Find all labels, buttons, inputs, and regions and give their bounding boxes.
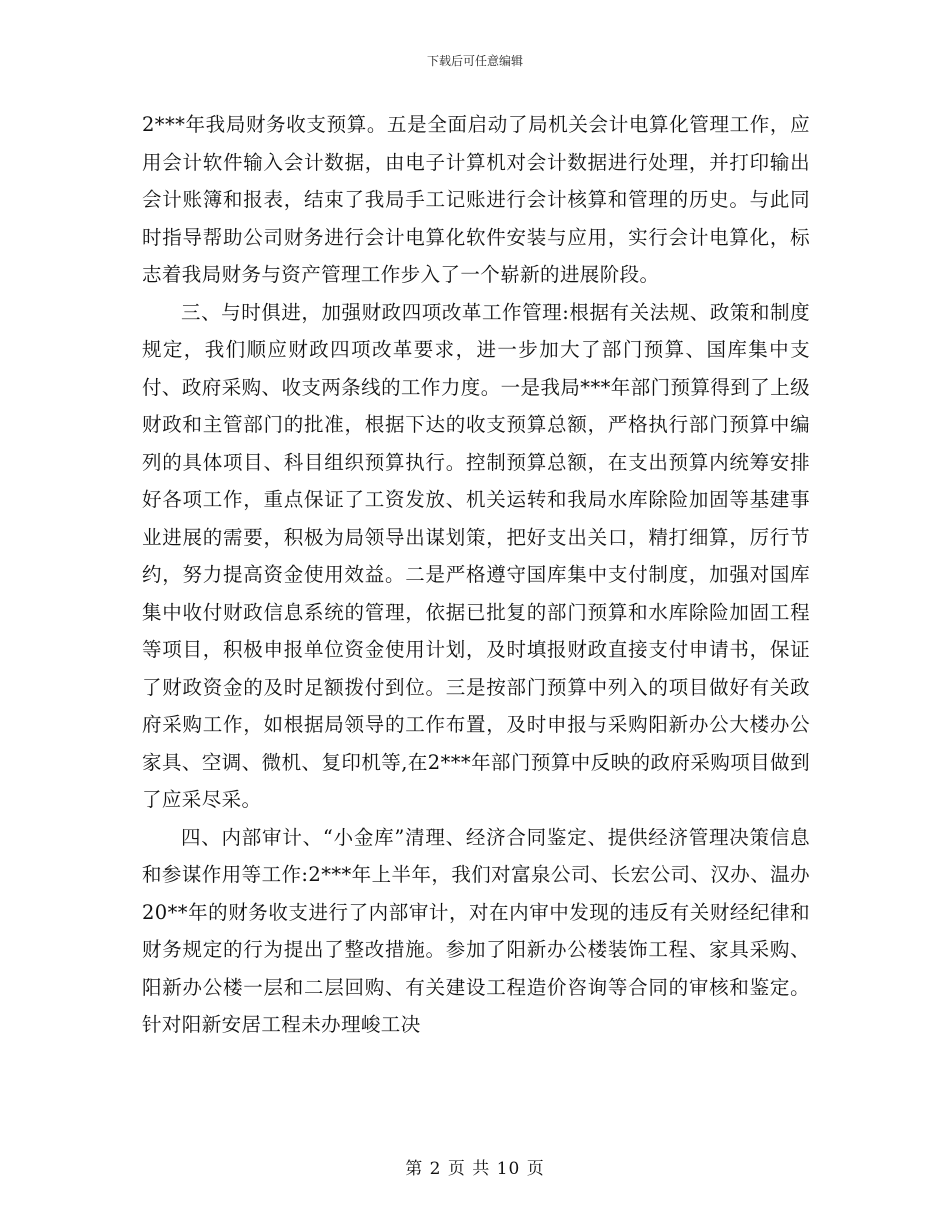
document-body — [142, 106, 810, 1044]
paragraph-section-four: 四、内部审计、“小金库”清理、经济合同鉴定、提供经济管理决策信息和参谋作用等工作:2***年上半年，我们对富泉公司、长宏公司、汉办、温办20**年的财务收支进行了内部审计，对在内审中发现的违反有关财经纪律和财务规定的行为提出了整改措施。参加了阳新办公楼装饰工程、家具采购、阳新办公楼一层和二层回购、有关建设工程造价咨询等合同的审核和鉴定。针对阳新安居工程未办理峻工决 — [142, 825, 810, 1036]
page-number-footer: 第 2 页 共 10 页 — [405, 1159, 545, 1179]
paragraph-continued: 2***年我局财务收支预算。五是全面启动了局机关会计电算化管理工作，应用会计软件输入会计数据，由电子计算机对会计数据进行处理，并打印输出会计账簿和报表，结束了我局手工记账进行会计核算和管理的历史。与此同时指导帮助公司财务进行会计电算化软件安装与应用，实行会计电算化，标志着我局财务与资产管理工作步入了一个崭新的进展阶段。 — [142, 113, 810, 286]
page-header: 下载后可任意编辑 — [426, 54, 523, 68]
paragraph-section-three: 三、与时俱进，加强财政四项改革工作管理:根据有关法规、政策和制度规定，我们顺应财政四项改革要求，进一步加大了部门预算、国库集中支付、政府采购、收支两条线的工作力度。一是我局***年部门预算得到了上级财政和主管部门的批准，根据下达的收支预算总额，严格执行部门预算中编列的具体项目、科目组织预算执行。控制预算总额，在支出预算内统筹安排好各项工作，重点保证了工资发放、机关运转和我局水库除险加固等基建事业进展的需要，积极为局领导出谋划策，把好支出关口，精打细算，厉行节约，努力提高资金使用效益。二是严格遵守国库集中支付制度，加强对国库集中收付财政信息系统的管理，依据已批复的部门预算和水库除险加固工程等项目，积极申报单位资金使用计划，及时填报财政直接支付申请书，保证了财政资金的及时足额拨付到位。三是按部门预算中列入的项目做好有关政府采购工作，如根据局领导的工作布置，及时申报与采购阳新办公大楼办公家具、空调、微机、复印机等,在2***年部门预算中反映的政府采购项目做到了应采尽采。 — [142, 300, 810, 811]
